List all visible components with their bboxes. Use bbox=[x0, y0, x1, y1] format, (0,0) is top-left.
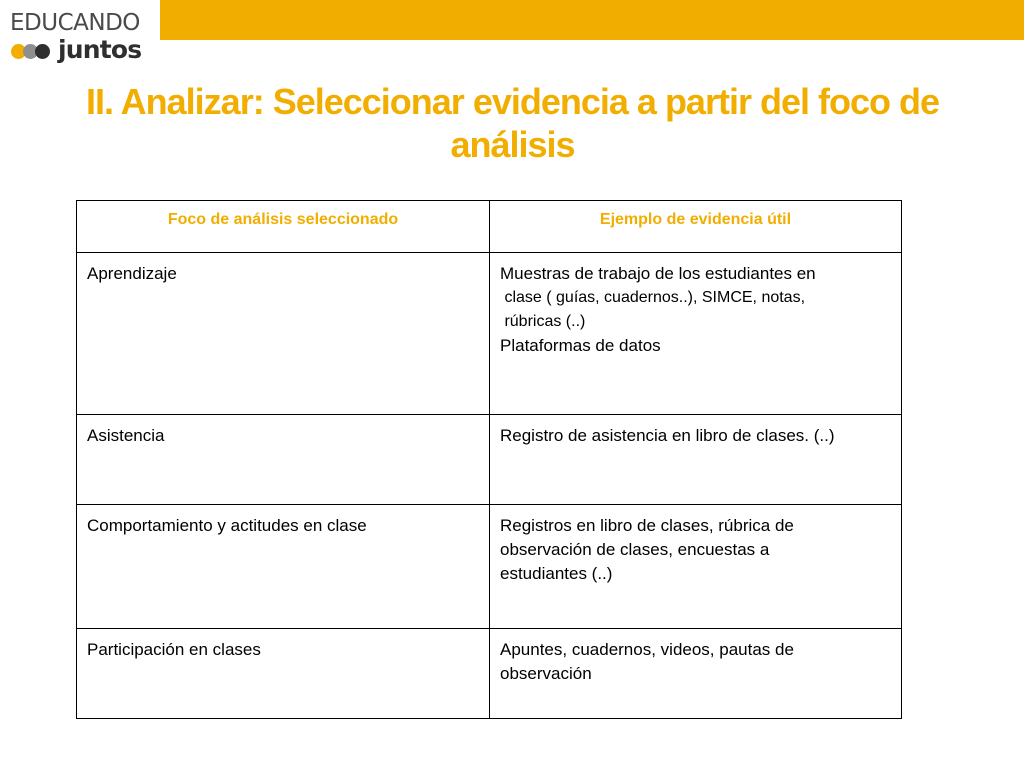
header-evidence: Ejemplo de evidencia útil bbox=[490, 201, 902, 253]
evidence-cell bbox=[490, 629, 902, 719]
educando-juntos-logo bbox=[0, 0, 160, 72]
evidence-line: Muestras de trabajo de los estudiantes en bbox=[500, 264, 816, 283]
evidence-line: Plataformas de datos bbox=[500, 336, 661, 355]
evidence-line: Registros en libro de clases, rúbrica de bbox=[500, 516, 794, 535]
table-row bbox=[77, 253, 902, 415]
evidence-line: rúbricas (..) bbox=[500, 313, 586, 330]
focus-cell: Participación en clases bbox=[77, 629, 490, 719]
logo-wordmark-top: EDUCANDO bbox=[10, 10, 140, 36]
focus-cell: Asistencia bbox=[77, 415, 490, 505]
focus-cell: Aprendizaje bbox=[77, 253, 490, 415]
evidence-cell bbox=[490, 415, 902, 505]
evidence-line: observación bbox=[500, 664, 592, 683]
logo-wordmark-bottom: juntos bbox=[58, 35, 142, 64]
table-header-row bbox=[77, 201, 902, 253]
logo-dot-dark bbox=[35, 44, 50, 59]
table-row bbox=[77, 415, 902, 505]
slide-title: II. Analizar: Seleccionar evidencia a partir del foco de análisis bbox=[86, 81, 939, 165]
evidence-line: estudiantes (..) bbox=[500, 564, 613, 583]
table-row bbox=[77, 505, 902, 629]
evidence-line: Apuntes, cuadernos, videos, pautas de bbox=[500, 640, 794, 659]
evidence-cell bbox=[490, 505, 902, 629]
header-focus: Foco de análisis seleccionado bbox=[77, 201, 490, 253]
evidence-line: observación de clases, encuestas a bbox=[500, 540, 770, 559]
focus-cell: Comportamiento y actitudes en clase bbox=[77, 505, 490, 629]
evidence-line: Registro de asistencia en libro de clases. (..) bbox=[500, 426, 835, 445]
evidence-cell bbox=[490, 253, 902, 415]
evidence-table bbox=[76, 200, 902, 719]
evidence-line: clase ( guías, cuadernos..), SIMCE, notas, bbox=[500, 289, 806, 306]
table-row bbox=[77, 629, 902, 719]
